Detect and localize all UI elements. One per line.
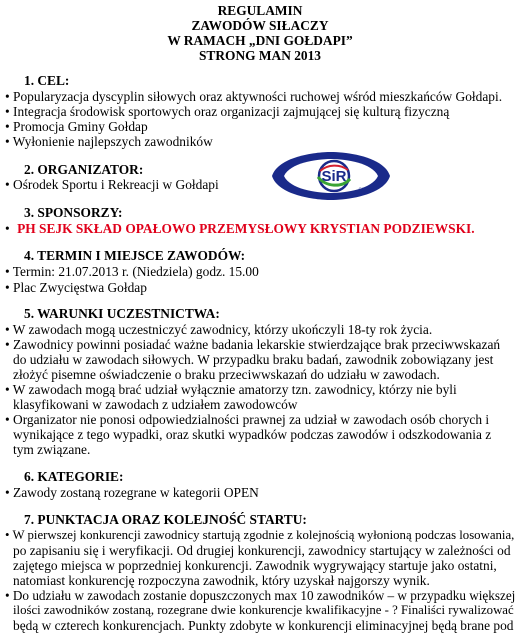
osir-logo [270,150,392,202]
list-item-continuation: złożyć pisemne oświadczenie o braku przeciwwskazań do udziału w zawodach. [13,367,440,382]
logo-caption: GOŁDAP [358,186,376,191]
section-heading-warunki: 5. WARUNKI UCZESTNICTWA: [24,306,220,321]
list-item-continuation: tym związane. [13,442,91,457]
list-item-continuation: do udziału w zawodach siłowych. W przypadku braku badań, zawodnik zobowiązany jest [13,352,494,367]
list-item: • Ośrodek Sportu i Rekreacji w Gołdapi [5,177,219,192]
section-heading-kategorie: 6. KATEGORIE: [24,469,124,484]
section-heading-organizator: 2. ORGANIZATOR: [24,162,144,177]
list-item: • Integracja środowisk sportowych oraz organizacji zajmującej się kulturą fizyczną [5,104,450,119]
list-item-continuation: ilości zawodników zostaną, rozegrane dwie konkurencje kwalifikacyjne - ? Finaliści rywalizować [13,603,514,617]
list-item-continuation: natomiast konkurencję rozpoczyna zawodnik, który uzyskał najgorszy wynik. [13,573,430,588]
section-heading-termin: 4. TERMIN I MIEJSCE ZAWODÓW: [24,248,246,263]
list-item-continuation: wynikające z tego wypadki, oraz skutki wypadków podczas zawodów i odszkodowania z [13,427,492,442]
sponsor-line [5,221,475,237]
list-item-continuation: po zapisaniu się i weryfikacji. Od drugiej konkurencji, zawodnicy startujący w zależności od [13,543,511,558]
list-item: • Wyłonienie najlepszych zawodników [5,134,213,149]
section-heading-cel: 1. CEL: [24,73,70,88]
list-item-continuation: zajętego miejsca w poprzedniej konkurencji. Zawodnik wygrywający startuje jako ostatni, [13,558,497,573]
section-heading-sponsorzy: 3. SPONSORZY: [24,205,123,220]
list-item-continuation: klasyfikowani w zawodach z udziałem zawodowców [13,397,298,412]
list-item: • Organizator nie ponosi odpowiedzialności prawnej za udział w zawodach osób chorych i [5,412,490,427]
list-item: • Termin: 21.07.2013 r. (Niedziela) godz. 15.00 [5,264,259,279]
bullet: • [5,221,10,236]
list-item: • W zawodach mogą brać udział wyłącznie amatorzy tzn. zawodnicy, którzy nie byli [5,382,457,397]
list-item: • Zawody zostaną rozegrane w kategorii OPEN [5,485,259,500]
doc-title-line-2: ZAWODÓW SIŁACZY [191,18,329,33]
list-item: • Plac Zwycięstwa Gołdap [5,280,147,295]
list-item: • W zawodach mogą uczestniczyć zawodnicy, którzy ukończyli 18-ty rok życia. [5,322,433,337]
list-item: • Promocja Gminy Gołdap [5,119,148,134]
section-heading-punktacja: 7. PUNKTACJA ORAZ KOLEJNOŚĆ STARTU: [24,512,307,527]
logo-text: SiR [321,168,347,185]
doc-title-line-3: W RAMACH „DNI GOŁDAPI” [167,33,353,48]
sponsor-name: PH SEJK SKŁAD OPAŁOWO PRZEMYSŁOWY KRYSTIAN PODZIEWSKI. [17,221,475,236]
list-item: • W pierwszej konkurencji zawodnicy startują zgodnie z kolejnością wyłonioną podczas losowania, [5,528,515,542]
doc-title-line-1: REGULAMIN [217,3,303,18]
list-item-continuation: będą w czterech konkurencjach. Punkty zdobyte w konkurencji eliminacyjnej będą brane pod [13,618,514,633]
list-item: • Zawodnicy powinni posiadać ważne badania lekarskie stwierdzające brak przeciwwskazań [5,337,501,352]
list-item: • Do udziału w zawodach zostanie dopuszczonych max 10 zawodników – w przypadku większej [5,588,516,603]
doc-title-line-4: STRONG MAN 2013 [198,48,321,63]
list-item: • Popularyzacja dyscyplin siłowych oraz aktywności ruchowej wśród mieszkańców Gołdapi. [5,89,503,104]
